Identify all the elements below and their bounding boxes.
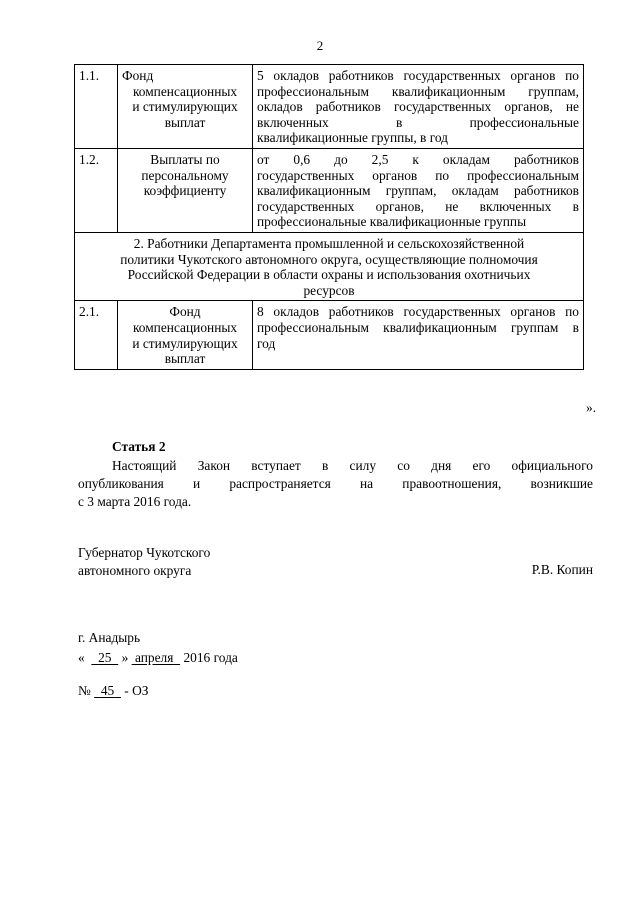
payment-description: [253, 65, 584, 149]
text-line: политики Чукотского автономного округа, осуществляющие полномочия: [120, 251, 538, 267]
text-line: и стимулирующих: [132, 99, 238, 115]
text-line: с 3 марта 2016 года.: [78, 494, 192, 509]
table-row: [75, 65, 584, 149]
text-line: профессиональным квалификационным группам в: [257, 319, 579, 335]
text-line: государственных органов по профессиональным: [257, 167, 579, 183]
text-line: компенсационных: [132, 83, 238, 99]
text-line: окладов работников государственных органов, не: [257, 99, 579, 115]
payment-name: [118, 148, 253, 232]
text-line: год: [257, 335, 276, 351]
article-title: Статья 2: [112, 439, 166, 454]
date-day: 25: [98, 650, 112, 665]
text-line: Российской Федерации в области охраны и использования охотничьих: [127, 267, 531, 283]
text-line: выплат: [164, 351, 206, 367]
payment-description: [253, 148, 584, 232]
signer-name: Р.В. Копин: [531, 562, 593, 577]
text-line: компенсационных: [132, 319, 238, 335]
payment-name: [118, 65, 253, 149]
number-value: 45: [100, 683, 115, 698]
text-line: коэффициенту: [143, 183, 227, 199]
text-line: 8 окладов работников государственных органов по: [257, 304, 579, 320]
payment-description: [253, 301, 584, 369]
table-row: [75, 301, 584, 369]
row-number: 1.1.: [75, 65, 118, 149]
row-number: 2.1.: [75, 301, 118, 369]
text-line: 2. Работники Департамента промышленной и сельскохозяйственной: [133, 235, 525, 251]
section-heading: [75, 232, 584, 300]
text-line: включенных в профессиональные: [257, 114, 579, 130]
text-line: выплат: [164, 114, 206, 130]
text-line: автономного округа: [78, 563, 192, 578]
signing-date: [78, 650, 238, 666]
date-month: апреля: [134, 650, 174, 665]
law-number: [78, 683, 148, 699]
text-line: квалификационным группам, окладам работников: [257, 183, 579, 199]
page-number: 2: [316, 38, 324, 53]
row-number: 1.2.: [75, 148, 118, 232]
close-quote: »: [121, 650, 129, 665]
text-line: Фонд: [122, 68, 154, 83]
table-section-row: [75, 232, 584, 300]
text-line: государственных органов, не включенных в: [257, 198, 579, 214]
payment-name: [118, 301, 253, 369]
closing-quote: ».: [586, 400, 597, 415]
text-line: квалификационные группы, в год: [257, 130, 448, 146]
text-line: профессиональным квалификационным группам,: [257, 83, 579, 99]
table-row: [75, 148, 584, 232]
payments-table: [74, 64, 584, 370]
number-suffix: - ОЗ: [124, 683, 149, 698]
text-line: от 0,6 до 2,5 к окладам работников: [257, 151, 579, 167]
text-line: Настоящий Закон вступает в силу со дня его официального: [112, 458, 593, 473]
text-line: ресурсов: [303, 282, 355, 298]
text-line: опубликования и распространяется на правоотношения, возникшие: [78, 476, 593, 491]
text-line: Губернатор Чукотского: [78, 545, 211, 560]
open-quote: «: [78, 650, 85, 665]
number-sign: №: [78, 683, 91, 698]
article-paragraph: [78, 457, 593, 511]
text-line: Выплаты по: [150, 151, 220, 167]
text-line: 5 окладов работников государственных органов по: [257, 68, 579, 83]
signer-title: [78, 544, 210, 580]
text-line: и стимулирующих: [132, 335, 238, 351]
date-year: 2016 года: [183, 650, 238, 665]
text-line: Фонд: [169, 304, 201, 320]
place: г. Анадырь: [78, 630, 141, 645]
text-line: профессиональные квалификационные группы: [257, 214, 527, 230]
text-line: персональному: [141, 167, 229, 183]
